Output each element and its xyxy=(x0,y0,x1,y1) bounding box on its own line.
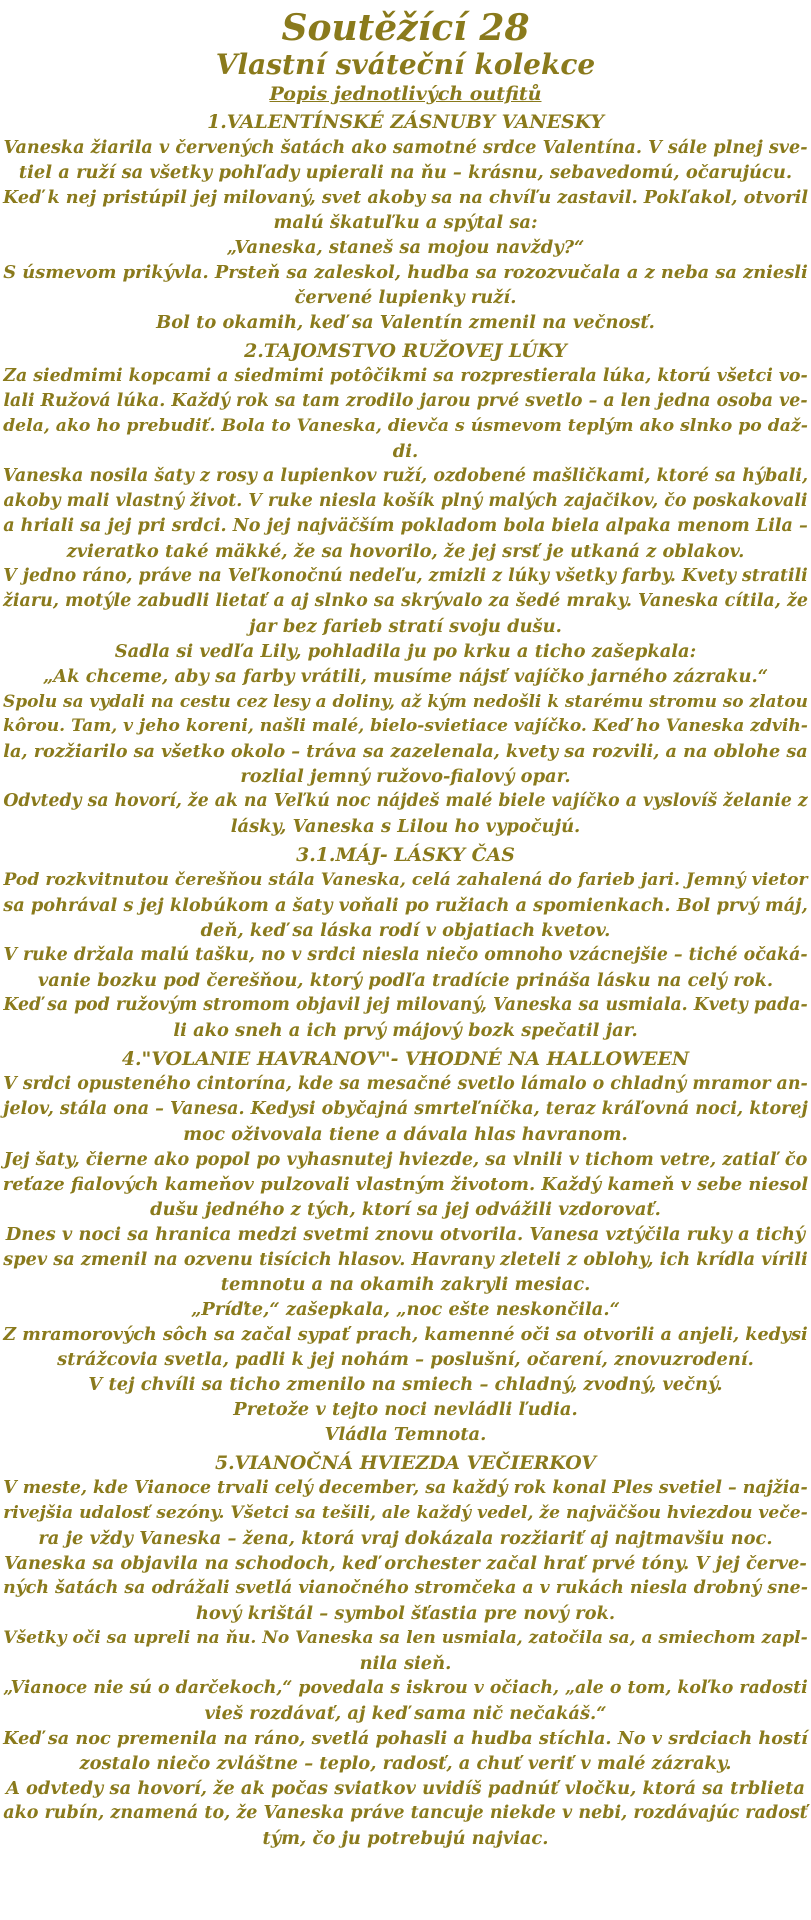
story-line: dušu jedného z tých, ktorí sa jej odvážili vzdorovať. xyxy=(150,1199,661,1220)
story-line: V ruke držala malú tašku, no v srdci niesla niečo omnoho vzácnejšie – tiché očaká- xyxy=(3,945,808,965)
page-title: Soutěžící 28 xyxy=(281,7,530,49)
story-line: rozlial jemný ružovo-fialový opar. xyxy=(240,766,571,787)
story-line: ako rubín, znamená to, že Vaneska práve tancuje niekde v nebi, rozdávajúc radosť xyxy=(3,1803,808,1823)
story-line: li ako sneh a ich prvý májový bozk spečatil jar. xyxy=(173,1020,638,1041)
story-line: reťaze fialových kameňov pulzovali vlastným životom. Každý kameň v sebe niesol xyxy=(2,1174,809,1195)
story-line: Za siedmimi kopcami a siedmimi potôčikmi sa rozprestierala lúka, ktorú všetci vo- xyxy=(3,366,808,386)
story-line: Bol to okamih, keď sa Valentín zmenil na večnosť. xyxy=(156,312,655,333)
story-line: Vaneska nosila šaty z rosy a lupienkov ruží, ozdobené mašličkami, ktoré sa hýbali, xyxy=(2,466,809,486)
story-line: moc oživovala tiene a dávala hlas havranom. xyxy=(183,1124,628,1145)
story-line: hový krištál – symbol šťastia pre nový rok. xyxy=(195,1603,616,1624)
story-line: a hriali sa jej pri srdci. No jej najväčším pokladom bola biela alpaka menom Lila – xyxy=(3,516,808,536)
story-line: Vaneska sa objavila na schodoch, keď orchester začal hrať prvé tóny. V jej červe- xyxy=(4,1553,807,1574)
story-line: Sadla si vedľa Lily, pohladila ju po krku a ticho zašepkala: xyxy=(114,641,697,662)
story-line: lali Ružová lúka. Každý rok sa tam zrodilo jarou prvé svetlo – a len jedna osoba ve- xyxy=(3,391,808,411)
story-line: V tej chvíli sa ticho zmenilo na smiech – chladný, zvodný, večný. xyxy=(88,1374,723,1395)
story-line: Keď sa noc premenila na ráno, svetlá pohasli a hudba stíchla. No v srdciach hostí xyxy=(3,1728,808,1749)
story-line: Z mramorových sôch sa začal sypať prach, kamenné oči sa otvorili a anjeli, kedysi xyxy=(3,1324,808,1345)
story-line: jar bez farieb stratí svoju dušu. xyxy=(249,616,562,637)
story-line: „Vianoce nie sú o darčekoch,“ povedala s iskrou v očiach, „ale o tom, koľko radosti xyxy=(3,1678,808,1698)
section-heading: 3.1.MÁJ- LÁSKY ČAS xyxy=(296,844,515,866)
story-line: Keď k nej pristúpil jej milovaný, svet akoby sa na chvíľu zastavil. Pokľakol, otvoril xyxy=(3,187,808,208)
story-line: Vaneska žiarila v červených šatách ako samotné srdce Valentína. V sále plnej sve- xyxy=(3,137,808,158)
story-line: temnotu a na okamih zakryli mesiac. xyxy=(220,1274,591,1295)
story-line: „Príďte,“ zašepkala, „noc ešte neskončila.“ xyxy=(191,1299,620,1320)
story-section xyxy=(0,339,811,839)
outfit-description-heading: Popis jednotlivých outfitů xyxy=(269,83,542,105)
page-subtitle: Vlastní sváteční kolekce xyxy=(215,48,596,81)
story-line: V srdci opusteného cintorína, kde sa mesačné svetlo lámalo o chladný mramor an- xyxy=(3,1074,808,1094)
story-section xyxy=(0,843,811,1043)
story-line: deň, keď sa láska rodí v objatiach kvetov. xyxy=(200,920,611,941)
story-line: Dnes v noci sa hranica medzi svetmi znovu otvorila. Vanesa vztýčila ruky a tichý xyxy=(5,1224,806,1245)
story-line: sa pohrával s jej klobúkom a šaty voňali po ružiach a spomienkach. Bol prvý máj, xyxy=(3,895,808,916)
section-heading: 4."VOLANIE HAVRANOV"- VHODNÉ NA HALLOWEEN xyxy=(121,1048,690,1070)
story-line: dela, ako ho prebudiť. Bola to Vaneska, dievča s úsmevom teplým ako slnko po daž- xyxy=(3,416,808,436)
story-line: tým, čo ju potrebujú najviac. xyxy=(262,1828,549,1849)
story-line: jelov, stála ona – Vanesa. Kedysi obyčajná smrteľníčka, teraz kráľovná noci, ktorej xyxy=(3,1099,808,1119)
story-line: A odvtedy sa hovorí, že ak počas sviatkov uvidíš padnúť vločku, ktorá sa trblieta xyxy=(5,1778,806,1799)
story-line: vanie bozku pod čerešňou, ktorý podľa tradície prináša lásku na celý rok. xyxy=(37,970,774,991)
story-line: Odvtedy sa hovorí, že ak na Veľkú noc nájdeš malé biele vajíčko a vyslovíš želanie z xyxy=(3,791,808,811)
story-line: lásky, Vaneska s Lilou ho vypočujú. xyxy=(230,816,581,837)
story-line: Pod rozkvitnutou čerešňou stála Vaneska, celá zahalená do farieb jari. Jemný vietor xyxy=(3,870,808,890)
story-line: malú škatuľku a spýtal sa: xyxy=(273,212,538,233)
story-section xyxy=(0,110,811,335)
story-line: ných šatách sa odrážali svetlá vianočného stromčeka a v rukách niesla drobný sne- xyxy=(3,1578,808,1598)
story-line: V jedno ráno, práve na Veľkonočnú nedeľu, zmizli z lúky všetky farby. Kvety stratili xyxy=(3,566,808,586)
story-line: „Ak chceme, aby sa farby vrátili, musíme nájsť vajíčko jarného zázraku.“ xyxy=(42,666,769,687)
story-line: la, rozžiarilo sa všetko okolo – tráva sa zazelenala, kvety sa rozvili, a na oblohe sa xyxy=(3,741,808,762)
story-line: Vládla Temnota. xyxy=(324,1424,487,1445)
story-line: Spolu sa vydali na cestu cez lesy a doliny, až kým nedošli k starému stromu so zlatou xyxy=(3,691,808,711)
story-line: V meste, kde Vianoce trvali celý december, sa každý rok konal Ples svetiel – najžia- xyxy=(3,1478,808,1498)
story-line: žiaru, motýle zabudli lietať a aj slnko sa skrývalo za šedé mraky. Vaneska cítila, že xyxy=(2,591,809,611)
story-line: Pretože v tejto noci nevládli ľudia. xyxy=(233,1399,578,1420)
story-line: spev sa zmenil na ozvenu tisícich hlasov. Havrany zleteli z oblohy, ich krídla vírili xyxy=(3,1249,808,1270)
story-section xyxy=(0,1047,811,1447)
story-line: kôrou. Tam, v jeho koreni, našli malé, bielo-svietiace vajíčko. Keď ho Vaneska zdvih- xyxy=(3,716,808,736)
story-line: ra je vždy Vaneska – žena, ktorá vraj dokázala rozžiariť aj najtmavšiu noc. xyxy=(38,1528,773,1549)
story-line: akoby mali vlastný život. V ruke niesla košík plný malých zajačikov, čo poskakovali xyxy=(3,491,808,511)
story-line: červené lupienky ruží. xyxy=(294,287,517,308)
section-heading: 5.VIANOČNÁ HVIEZDA VEČIERKOV xyxy=(214,1452,597,1474)
sections-container xyxy=(0,110,811,1851)
story-line: nila sieň. xyxy=(359,1653,452,1674)
story-line: Jej šaty, čierne ako popol po vyhasnutej hviezde, sa vlnili v tichom vetre, zatiaľ čo xyxy=(3,1149,808,1170)
story-line: Keď sa pod ružovým stromom objavil jej milovaný, Vaneska sa usmiala. Kvety pada- xyxy=(3,995,808,1015)
story-line: zostalo niečo zvláštne – teplo, radosť, a chuť veriť v malé zázraky. xyxy=(79,1753,732,1774)
story-line: vieš rozdávať, aj keď sama nič nečakáš.“ xyxy=(204,1703,607,1724)
story-line: „Vaneska, staneš sa mojou navždy?“ xyxy=(226,237,585,258)
story-line: tiel a ruží sa všetky pohľady upierali na ňu – krásnu, sebavedomú, očarujúcu. xyxy=(18,162,793,183)
story-section xyxy=(0,1451,811,1851)
story-line: zvieratko také mäkké, že sa hovorilo, že jej srsť je utkaná z oblakov. xyxy=(66,541,745,562)
section-heading: 1.VALENTÍNSKÉ ZÁSNUBY VANESKY xyxy=(207,111,604,133)
story-line: rivejšia udalosť sezóny. Všetci sa tešili, ale každý vedel, že najväčšou hviezdou veče- xyxy=(3,1503,808,1523)
story-line: di. xyxy=(392,441,419,462)
story-line: strážcovia svetla, padli k jej nohám – poslušní, očarení, znovuzrodení. xyxy=(57,1349,754,1370)
story-line: Všetky oči sa upreli na ňu. No Vaneska sa len usmiala, zatočila sa, a smiechom zapl- xyxy=(3,1628,808,1648)
section-heading: 2.TAJOMSTVO RUŽOVEJ LÚKY xyxy=(244,340,567,362)
story-line: S úsmevom prikývla. Prsteň sa zaleskol, hudba sa rozozvučala a z neba sa zniesli xyxy=(3,262,808,283)
